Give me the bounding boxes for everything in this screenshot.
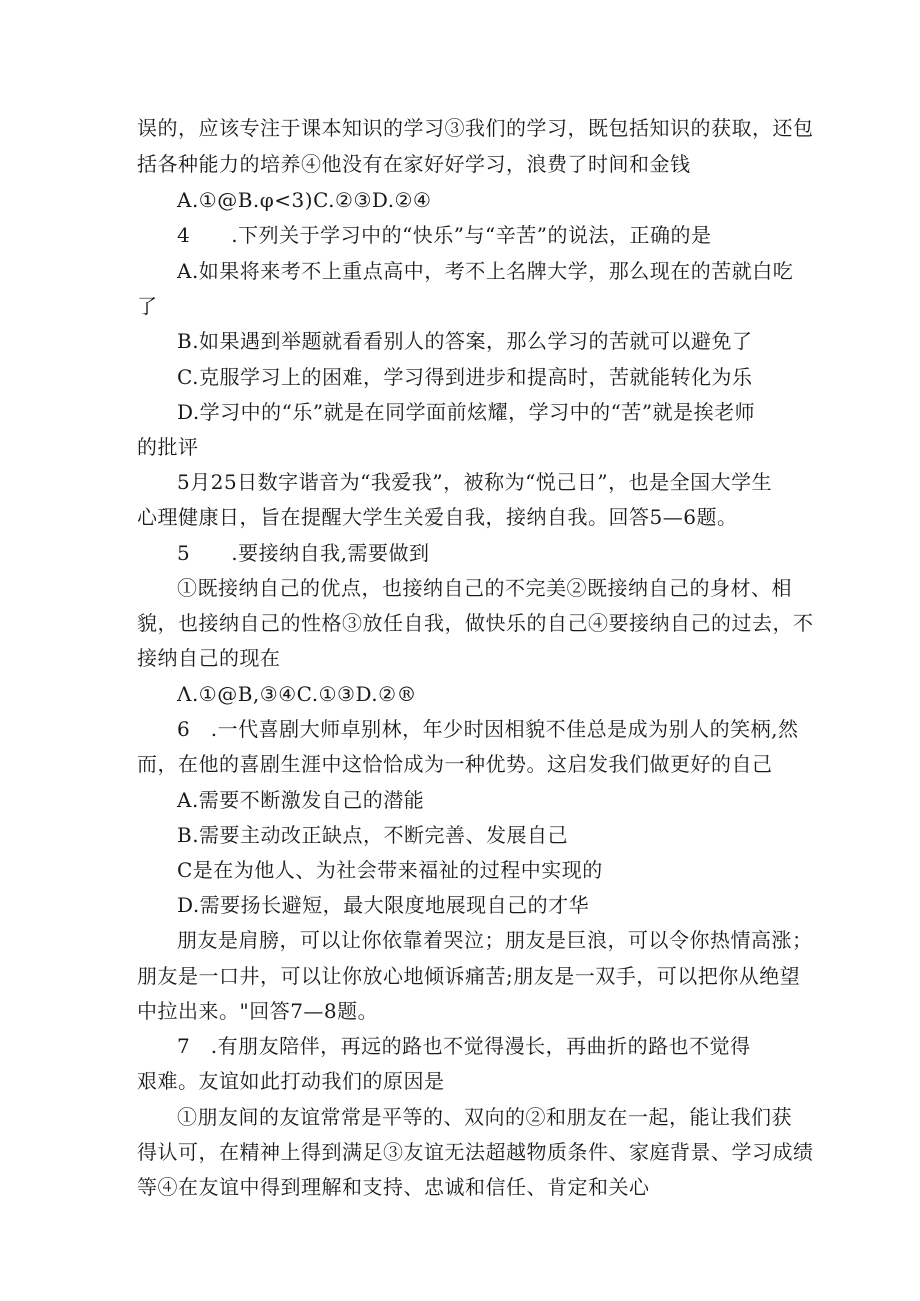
statement-line: 接纳自己的现在 (137, 646, 281, 670)
passage-line: 心理健康日，旨在提醒大学生关爱自我，接纳自我。回答5—6题。 (137, 505, 738, 529)
passage-line: 中拉出来。"回答7—8题。 (137, 999, 379, 1023)
text-line: 了 (137, 294, 158, 318)
statement-line: ①既接纳自己的优点，也接纳自己的不完美②既接纳自己的身材、相 (177, 576, 792, 600)
question-7: 7 .有朋友陪伴，再远的路也不觉得漫长，再曲折的路也不觉得 (177, 1034, 751, 1058)
question-5: 5 .要接纳自我,需要做到 (177, 541, 430, 565)
option-line: D.学习中的“乐”就是在同学面前炫耀，学习中的“苦”就是挨老师 (177, 400, 756, 424)
option-line: A.需要不断激发自己的潜能 (177, 788, 425, 812)
option-line: C是在为他人、为社会带来福祉的过程中实现的 (177, 858, 603, 882)
passage-line: 朋友是一口井，可以让你放心地倾诉痛苦;朋友是一双手，可以把你从绝望 (137, 964, 801, 988)
option-line: C.克服学习上的困难，学习得到进步和提高时，苦就能转化为乐 (177, 365, 753, 389)
question-6-cont: 而，在他的喜剧生涯中这恰恰成为一种优势。这启发我们做更好的自己 (137, 752, 773, 776)
passage-line: 5月25日数字谐音为“我爱我”，被称为“悦己日”，也是全国大学生 (177, 470, 773, 494)
option-line: B.如果遇到举题就看看别人的答案，那么学习的苦就可以避免了 (177, 329, 753, 353)
statement-line: 貌，也接纳自己的性格③放任自我，做快乐的自己④要接纳自己的过去，不 (137, 611, 814, 635)
option-line: A.如果将来考不上重点高中，考不上名牌大学，那么现在的苦就白吃 (177, 259, 794, 283)
statement-line: 得认可，在精神上得到满足③友谊无法超越物质条件、家庭背景、学习成绩 (137, 1140, 814, 1164)
question-4: 4 .下列关于学习中的“快乐”与“辛苦”的说法，正确的是 (177, 223, 712, 247)
option-line: B.需要主动改正缺点，不断完善、发展自己 (177, 823, 569, 847)
question-6: 6 .一代喜剧大师卓别林，年少时因相貌不佳总是成为别人的笑柄,然 (177, 717, 799, 741)
option-line: A.①@B.φ<3)C.②③D.②④ (177, 188, 432, 212)
text-line: 误的，应该专注于课本知识的学习③我们的学习，既包括知识的获取，还包 (137, 116, 814, 140)
statement-line: 等④在友谊中得到理解和支持、忠诚和信任、肯定和关心 (137, 1175, 650, 1199)
passage-line: 朋友是肩膀，可以让你依靠着哭泣；朋友是巨浪，可以令你热情高涨； (177, 928, 813, 952)
option-line: D.需要扬长避短，最大限度地展现自己的才华 (177, 893, 590, 917)
option-line: Λ.①@B,③④C.①③D.②® (177, 682, 418, 706)
question-7-cont: 艰难。友谊如此打动我们的原因是 (137, 1069, 445, 1093)
text-line: 括各种能力的培养④他没有在家好好学习，浪费了时间和金钱 (137, 152, 691, 176)
text-line: 的批评 (137, 435, 199, 459)
statement-line: ①朋友间的友谊常常是平等的、双向的②和朋友在一起，能让我们获 (177, 1105, 792, 1129)
